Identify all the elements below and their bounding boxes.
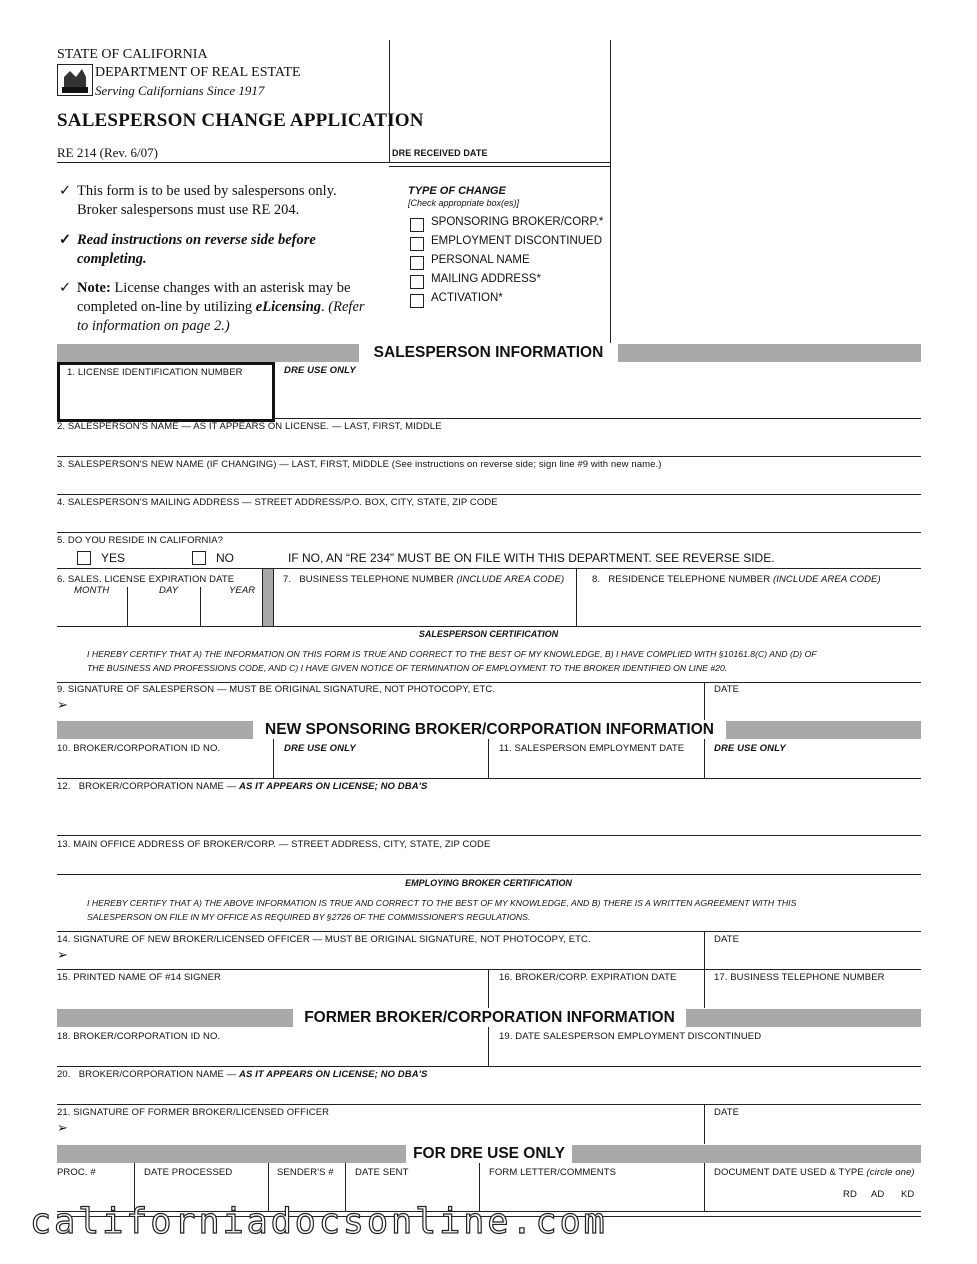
broker-expiration-field[interactable] bbox=[492, 985, 702, 1005]
dre-use-only-2: DRE USE ONLY bbox=[284, 743, 356, 754]
type-ad[interactable]: AD bbox=[871, 1189, 885, 1200]
residence-phone-field[interactable] bbox=[580, 590, 920, 624]
business-phone-field[interactable] bbox=[276, 590, 574, 624]
checkbox-sponsoring-broker[interactable] bbox=[410, 218, 424, 232]
form-title: SALESPERSON CHANGE APPLICATION bbox=[57, 110, 424, 131]
salesperson-signature-field[interactable] bbox=[75, 697, 701, 719]
salesperson-cert-title: SALESPERSON CERTIFICATION bbox=[418, 629, 559, 639]
field-14-label: 14. SIGNATURE OF NEW BROKER/LICENSED OFFICER — MUST BE ORIGINAL SIGNATURE, NOT PHOTOCOPY, ETC. bbox=[57, 934, 591, 945]
dre-use-only-3: DRE USE ONLY bbox=[714, 743, 786, 754]
reside-note: IF NO, AN “RE 234” MUST BE ON FILE WITH THIS DEPARTMENT. SEE REVERSE SIDE. bbox=[288, 551, 775, 565]
type-of-change-subtitle: [Check appropriate box(es)] bbox=[408, 198, 520, 208]
option-sponsoring-broker: SPONSORING BROKER/CORP.* bbox=[431, 216, 604, 228]
state-name: STATE OF CALIFORNIA bbox=[57, 47, 208, 62]
salesperson-name-field[interactable] bbox=[57, 433, 921, 455]
checkbox-mailing-address[interactable] bbox=[410, 275, 424, 289]
elicensing-link[interactable]: eLicensing bbox=[255, 299, 322, 315]
field-7-label: 7. BUSINESS TELEPHONE NUMBER (INCLUDE AREA CODE) bbox=[283, 574, 565, 585]
salesperson-cert-text-1: I HEREBY CERTIFY THAT A) THE INFORMATION ON THIS FORM IS TRUE AND CORRECT TO THE BEST OF MY KNOWLEDGE, B) I HAVE COMPLIED WITH §10161.8(C) AND (D) OF bbox=[87, 649, 817, 659]
former-broker-band-title: FORMER BROKER/CORPORATION INFORMATION bbox=[293, 1009, 686, 1027]
field-2-label: 2. SALESPERSON'S NAME — AS IT APPEARS ON LICENSE. — LAST, FIRST, MIDDLE bbox=[57, 421, 442, 432]
salesperson-date-field[interactable] bbox=[708, 697, 920, 719]
new-name-field[interactable] bbox=[57, 471, 921, 493]
type-rd[interactable]: RD bbox=[843, 1189, 857, 1200]
field-3-label: 3. SALESPERSON'S NEW NAME (IF CHANGING) — LAST, FIRST, MIDDLE (See instructions on reverse side; sign line #9 with new name.) bbox=[57, 459, 662, 470]
former-broker-signature-field[interactable] bbox=[75, 1120, 701, 1140]
former-broker-date-field[interactable] bbox=[708, 1120, 920, 1140]
year-label: YEAR bbox=[229, 585, 256, 596]
tagline: Serving Californians Since 1917 bbox=[95, 83, 265, 98]
broker-address-field[interactable] bbox=[57, 852, 921, 872]
field-4-label: 4. SALESPERSON'S MAILING ADDRESS — STREET ADDRESS/P.O. BOX, CITY, STATE, ZIP CODE bbox=[57, 497, 498, 508]
note-1: ✓ This form is to be used by salespersons only. Broker salespersons must use RE 204. bbox=[59, 183, 337, 218]
broker-name-field[interactable] bbox=[57, 794, 921, 832]
field-18-label: 18. BROKER/CORPORATION ID NO. bbox=[57, 1031, 221, 1042]
former-broker-id-field[interactable] bbox=[57, 1044, 485, 1064]
checkbox-reside-yes[interactable] bbox=[77, 551, 91, 565]
dre-use-only-1: DRE USE ONLY bbox=[284, 365, 356, 376]
broker-id-field[interactable] bbox=[57, 756, 271, 776]
field-9-label: 9. SIGNATURE OF SALESPERSON — MUST BE ORIGINAL SIGNATURE, NOT PHOTOCOPY, ETC. bbox=[57, 684, 496, 695]
new-broker-date-field[interactable] bbox=[708, 947, 920, 967]
col-senders: SENDER'S # bbox=[277, 1167, 334, 1178]
field-6-label: 6. SALES. LICENSE EXPIRATION DATE bbox=[57, 574, 235, 585]
field-10-label: 10. BROKER/CORPORATION ID NO. bbox=[57, 743, 221, 754]
new-broker-band-title: NEW SPONSORING BROKER/CORPORATION INFORMATION bbox=[253, 721, 726, 739]
option-personal-name: PERSONAL NAME bbox=[431, 254, 530, 266]
col-date-sent: DATE SENT bbox=[355, 1167, 409, 1178]
broker-phone-field[interactable] bbox=[708, 985, 920, 1005]
col-proc: PROC. # bbox=[57, 1167, 96, 1178]
mailing-address-field[interactable] bbox=[57, 509, 921, 531]
employing-cert-text-2: SALESPERSON ON FILE IN MY OFFICE AS REQUIRED BY §2726 OF THE COMMISSIONER'S REGULATIONS. bbox=[87, 912, 531, 922]
former-broker-date-label: DATE bbox=[714, 1107, 740, 1118]
reside-no-label: NO bbox=[216, 551, 234, 565]
reside-yes-label: YES bbox=[101, 551, 126, 565]
option-employment-discontinued: EMPLOYMENT DISCONTINUED bbox=[431, 235, 603, 247]
watermark: californiadocsonline.com bbox=[30, 1202, 608, 1242]
note-2: ✓ Read instructions on reverse side before completing. bbox=[59, 232, 316, 267]
month-label: MONTH bbox=[74, 585, 110, 596]
salesperson-cert-text-2: THE BUSINESS AND PROFESSIONS CODE, AND C) I HAVE GIVEN NOTICE OF TERMINATION OF EMPLOYMENT TO THE BROKER IDENTIFIED ON LINE #20. bbox=[87, 663, 728, 673]
sign-arrow-icon: ➢ bbox=[57, 697, 68, 712]
salesperson-date-label: DATE bbox=[714, 684, 740, 695]
printed-name-field[interactable] bbox=[57, 985, 485, 1005]
field-17-label: 17. BUSINESS TELEPHONE NUMBER bbox=[714, 972, 885, 983]
separator-bar bbox=[262, 569, 274, 626]
field-8-label: 8. RESIDENCE TELEPHONE NUMBER (INCLUDE AREA CODE) bbox=[592, 574, 881, 585]
department-name: DEPARTMENT OF REAL ESTATE bbox=[95, 65, 301, 80]
new-broker-signature-field[interactable] bbox=[75, 947, 701, 967]
checkbox-reside-no[interactable] bbox=[192, 551, 206, 565]
expiration-date-field[interactable] bbox=[57, 598, 261, 624]
day-label: DAY bbox=[159, 585, 179, 596]
checkbox-activation[interactable] bbox=[410, 294, 424, 308]
field-20-label: 20. BROKER/CORPORATION NAME — AS IT APPEARS ON LICENSE; NO DBA'S bbox=[57, 1069, 428, 1080]
field-12-label: 12. BROKER/CORPORATION NAME — AS IT APPEARS ON LICENSE; NO DBA'S bbox=[57, 781, 428, 792]
former-broker-name-field[interactable] bbox=[57, 1082, 921, 1102]
option-mailing-address: MAILING ADDRESS* bbox=[431, 273, 541, 285]
field-1-label: 1. LICENSE IDENTIFICATION NUMBER bbox=[67, 367, 243, 378]
employing-cert-title: EMPLOYING BROKER CERTIFICATION bbox=[405, 878, 572, 888]
checkbox-employment-discontinued[interactable] bbox=[410, 237, 424, 251]
employing-cert-text-1: I HEREBY CERTIFY THAT A) THE ABOVE INFORMATION IS TRUE AND CORRECT TO THE BEST OF MY KNOWLEDGE, AND B) THERE IS A WRITTEN AGREEMENT WITH THIS bbox=[87, 898, 797, 908]
sign-arrow-icon-2: ➢ bbox=[57, 947, 68, 962]
new-broker-date-label: DATE bbox=[714, 934, 740, 945]
field-13-label: 13. MAIN OFFICE ADDRESS OF BROKER/CORP. — STREET ADDRESS, CITY, STATE, ZIP CODE bbox=[57, 839, 491, 850]
note-3: ✓ Note: License changes with an asterisk may be completed on-line by utilizing eLicensing. (Refer to information on page 2.) bbox=[59, 280, 365, 334]
dre-received-date-label: DRE RECEIVED DATE bbox=[392, 148, 488, 158]
field-16-label: 16. BROKER/CORP. EXPIRATION DATE bbox=[499, 972, 677, 983]
dre-logo-icon bbox=[57, 64, 93, 96]
field-21-label: 21. SIGNATURE OF FORMER BROKER/LICENSED OFFICER bbox=[57, 1107, 330, 1118]
salesperson-band-title: SALESPERSON INFORMATION bbox=[359, 344, 618, 362]
type-kd[interactable]: KD bbox=[901, 1189, 915, 1200]
employment-date-field[interactable] bbox=[492, 756, 702, 776]
checkbox-personal-name[interactable] bbox=[410, 256, 424, 270]
type-of-change-title: TYPE OF CHANGE bbox=[408, 185, 506, 197]
field-19-label: 19. DATE SALESPERSON EMPLOYMENT DISCONTINUED bbox=[499, 1031, 762, 1042]
option-activation: ACTIVATION* bbox=[431, 292, 503, 304]
col-form-letter: FORM LETTER/COMMENTS bbox=[489, 1167, 617, 1178]
form-code: RE 214 (Rev. 6/07) bbox=[57, 145, 158, 160]
sign-arrow-icon-3: ➢ bbox=[57, 1120, 68, 1135]
field-5-label: 5. DO YOU RESIDE IN CALIFORNIA? bbox=[57, 535, 224, 546]
field-11-label: 11. SALESPERSON EMPLOYMENT DATE bbox=[499, 743, 685, 754]
date-discontinued-field[interactable] bbox=[492, 1044, 920, 1064]
field-15-label: 15. PRINTED NAME OF #14 SIGNER bbox=[57, 972, 222, 983]
dre-only-band-title: FOR DRE USE ONLY bbox=[406, 1145, 572, 1163]
col-date-processed: DATE PROCESSED bbox=[144, 1167, 233, 1178]
col-document-date: DOCUMENT DATE USED & TYPE (circle one) bbox=[714, 1167, 915, 1178]
